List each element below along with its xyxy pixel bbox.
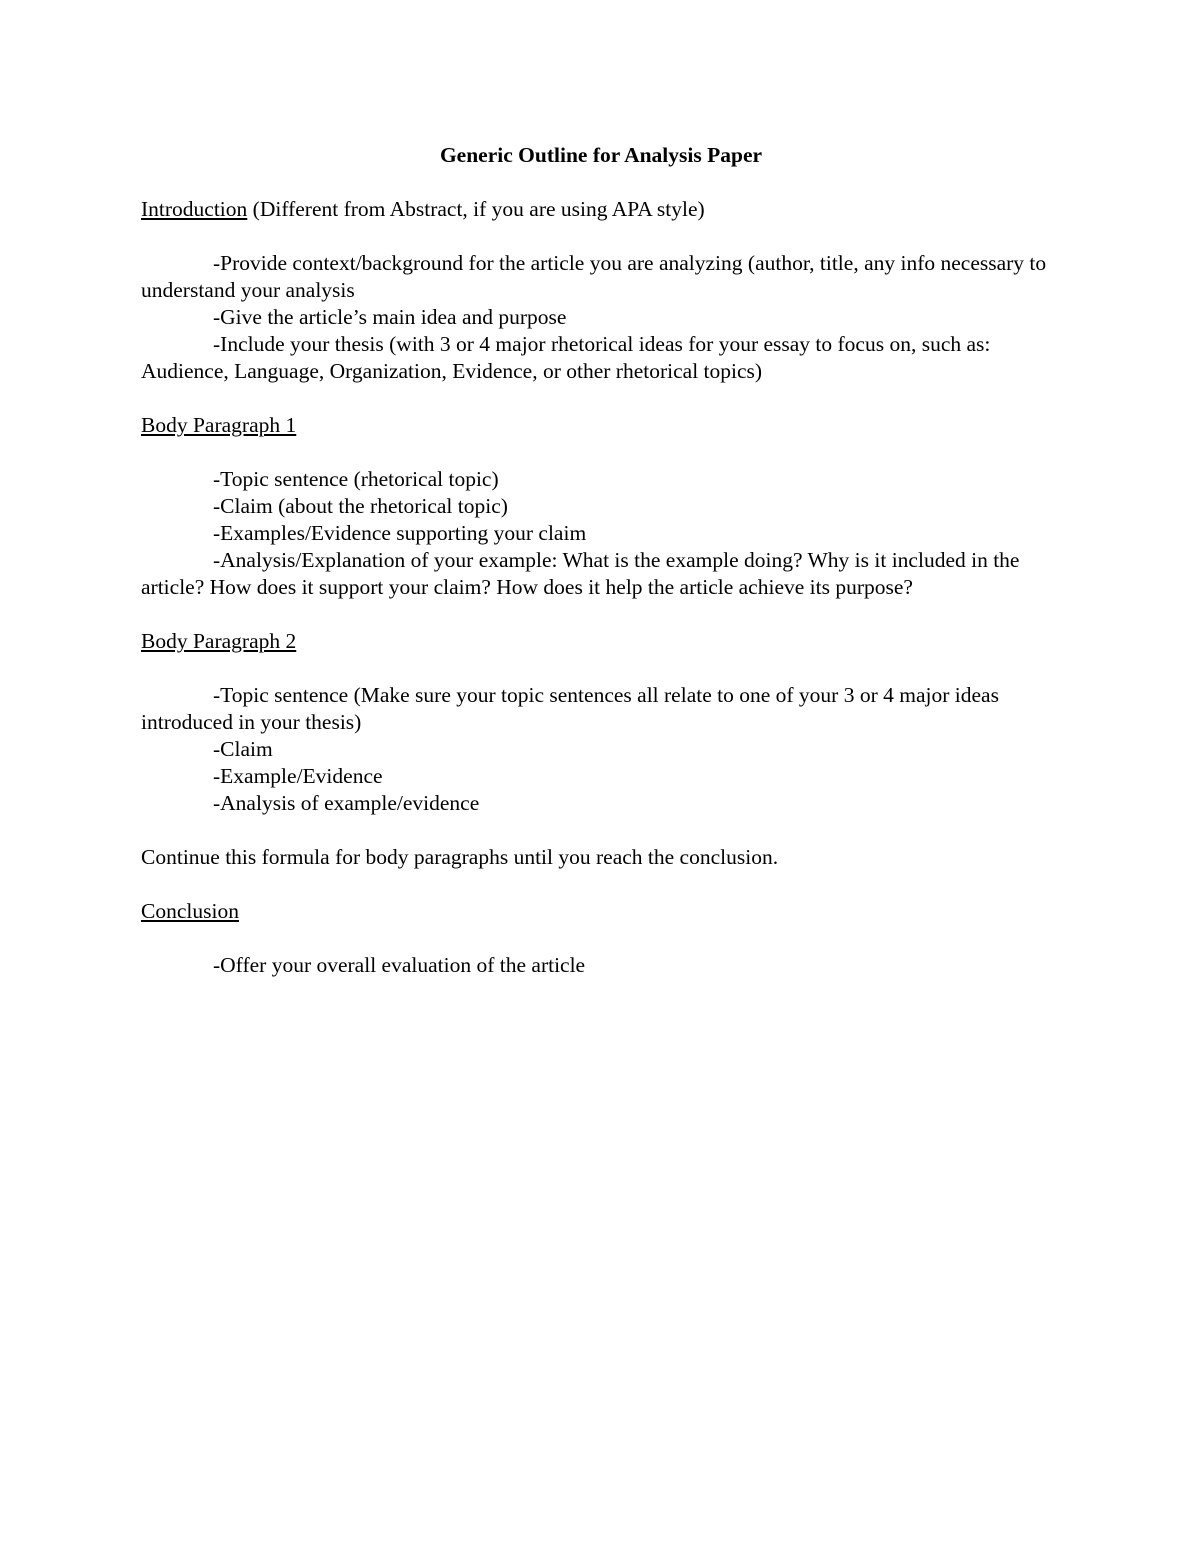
outline-item: -Include your thesis (with 3 or 4 major rhetorical ideas for your essay to focus on, such as: Audience, Language, Organization, Evidence, or other rhetorical topics) [141,332,991,383]
section-items [141,250,1061,385]
section-items [141,952,1061,979]
outline-item: -Offer your overall evaluation of the article [213,953,586,977]
outline-item: -Analysis of example/evidence [213,791,480,815]
section-heading-line [141,628,1061,655]
section-heading-line [141,898,1061,925]
section-conclusion [141,898,1061,979]
section-heading-conclusion: Conclusion [141,899,239,923]
outline-item: -Give the article’s main idea and purpose [213,305,567,329]
outline-item: -Example/Evidence [213,764,383,788]
outline-item: -Claim [213,737,273,761]
section-body-paragraph-1 [141,412,1061,601]
section-items [141,682,1061,817]
section-introduction [141,196,1061,385]
outline-item: -Topic sentence (rhetorical topic) [213,467,499,491]
outline-item: -Examples/Evidence supporting your claim [213,521,587,545]
section-heading-line [141,412,1061,439]
section-heading-note: (Different from Abstract, if you are using APA style) [247,197,705,221]
continue-note: Continue this formula for body paragraphs until you reach the conclusion. [141,845,779,869]
outline-item: -Claim (about the rhetorical topic) [213,494,508,518]
section-heading-introduction: Introduction [141,197,248,221]
section-heading-line [141,196,1061,223]
outline-item: -Provide context/background for the article you are analyzing (author, title, any info necessary to understand your analysis [141,251,1047,302]
section-items [141,466,1061,601]
section-heading-body-paragraph-2: Body Paragraph 2 [141,629,297,653]
section-heading-body-paragraph-1: Body Paragraph 1 [141,413,297,437]
outline-item: -Analysis/Explanation of your example: What is the example doing? Why is it included in the article? How does it support your claim? How does it help the article achieve its purpose? [141,548,1020,599]
document-title: Generic Outline for Analysis Paper [439,143,763,167]
section-body-paragraph-2 [141,628,1061,817]
document-page [141,142,1061,979]
outline-item: -Topic sentence (Make sure your topic sentences all relate to one of your 3 or 4 major ideas introduced in your thesis) [141,683,999,734]
